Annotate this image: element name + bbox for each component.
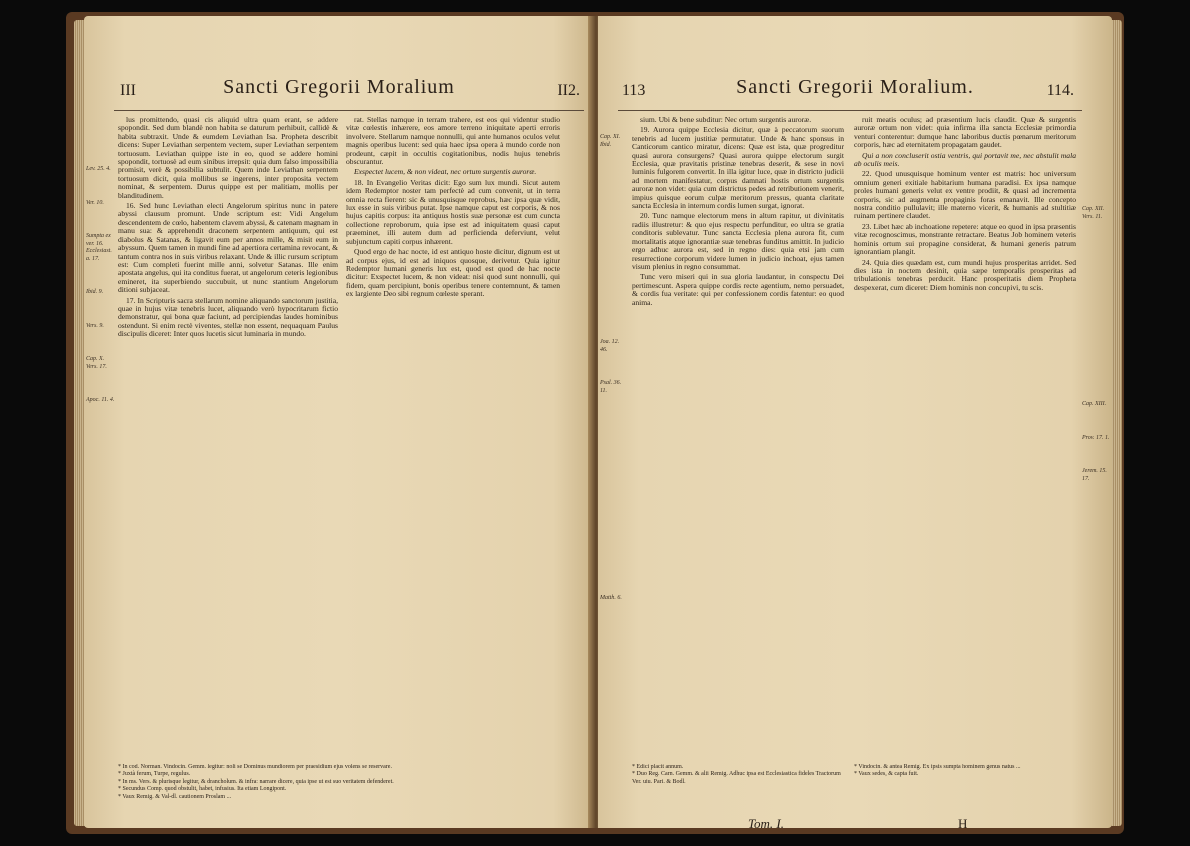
margin-note: Cap. X. Vers. 17. (86, 356, 107, 370)
paragraph: Tunc vero miseri qui in sua gloria laudantur, in conspectu Dei pertimescunt. Aspera quippe cordis recte agentium, nemo persuadet, & cordis fua veritate: qui per confessionem cordis fatentur: eo quod anima. (632, 272, 844, 307)
paragraph: lus promittendo, quasi cis aliquid ultra quam erant, se addere spopondit. Sed dum blandè non habita se daturum perhibuit, callidè & habita subtraxit. Unde & eumdem Leviathan Isa. Propheta describit dicens: Super Leviathan serpentem vectem, super Leviathan serpentem tortuosum. Leviathan quippe iste in eo, quod se addere homini spopondit, tortuosè ad eum sinibus irrepsit: quia dum falso impossibilia promisit, verè & possibilia subtulit. Quem inde Leviathan serpentem tortuosum dicit, quia mollibus se ingerens, inter proposita vectem nominat, & serpentem. Durus quippe est per malitiam, mollis per blanditudinem. (118, 116, 338, 200)
margin-note: Sumpta ex ver. 16. Ecclesiast. a. 17. (86, 233, 112, 262)
margin-note: Lev. 25. 4. (86, 166, 111, 172)
margin-note: Cap. XII. Vers. 11. (1082, 206, 1105, 220)
right-page (598, 16, 1112, 828)
footnote: * Juxtà ferum, Turpe, regulus. (118, 771, 191, 778)
right-footnotes-left (632, 764, 842, 814)
left-page (84, 16, 594, 828)
footnote: * Edici placit annum. (632, 764, 684, 770)
paragraph: ruit meatis oculus; ad præsentium lucis claudit. Quæ & surgentis auroræ ortum non videt: quia infirma illa sancta Ecclesiæ primordia venturi conterentur: dumque hanc laboribus ductis pœnarum meritorum corporis, hæc ad eternitatem propagatam gaudet. (854, 116, 1076, 150)
footnote: * Vaux Remig. & Val-dl. cautionem Proslam ... (118, 793, 232, 800)
margin-note: Prov. 17. 1. (1082, 434, 1110, 441)
right-margin-notes-left (600, 134, 626, 629)
margin-note: Jerem. 15. 17. (1082, 468, 1107, 482)
left-header-rule (114, 110, 584, 111)
margin-note: Cap. XI. Ibid. (600, 134, 621, 148)
paragraph: 18. In Evangelio Veritas dicit: Ego sum lux mundi. Sicut autem idem Redemptor noster tam perfectè ad cum convenit, ut in terra omnia recta fierent: sic & unusquisque reprobus, hæc ipsa quæ vidit, lux esse in suis viribus putat. Ipse namque caput est corporis, & nos hujus capitis corpus: ita antiquus hostis suæ personæ est cum cuncta collectione reproborum, quia ipse est ad iniquitatem quasi caput præeminet, illi autem dum ad perficienda deferviunt, velut subjunctum capiti corpus inhærent. (346, 177, 560, 246)
right-footnotes-right (854, 764, 1076, 814)
gathering-signature: H (958, 816, 968, 828)
left-running-title: Sancti Gregorii Moralium (223, 76, 455, 98)
margin-note: Ibid. 9. (86, 289, 104, 295)
scripture-quote: Exspectet lucem, & non videat, nec ortum surgentis auroræ. (354, 167, 537, 177)
paragraph: 17. In Scripturis sacra stellarum nomine aliquando sanctorum justitia, quae in hujus vitæ tenebris lucet, aliquando verò hypocritarum fictio demonstratur, qui bona quæ faciunt, ad percipiendas laudes hominibus ostendunt. Si enim rectè viventes, stellæ non essent, nequaquam Paulus discipulis diceret: Inter quos lucetis sicut luminaria in mundo. (118, 295, 338, 339)
left-footnotes (118, 764, 558, 814)
left-column-1 (118, 116, 338, 756)
paragraph: Quod ergo de hac nocte, id est antiquo hoste dicitur, dignum est ut ad corpus ejus, id est ad iniquos quosque, derivetur. Quia igitur Redemptor humani generis lux est, quod est quod de hac nocte dicitur: Exspectet lucem, & non videat: nisi quod sunt nonnulli, qui fidem, quam percipiunt, bonis operibus tenere contemnunt, & tamen ex largiente Deo sibi regnum cœleste sperant. (346, 247, 560, 299)
footnote: * Vindocin. & antea Remig. Ex ipsis sumpta hominem genus natus ... (854, 764, 1021, 770)
right-margin-notes-right (1082, 206, 1110, 509)
margin-note: Psal. 36. 11. (600, 380, 622, 394)
paragraph: rat. Stellas namque in terram trahere, est eos qui videntur studio vitæ cœlestis inhærere, eos amore terreno iniquitate aperti erroris involvere. Stellarum namque nonnulli, qui ante humanos oculos velut magnis operibus lucent: sed quia haec ipsa opera à mundo corde non prodeunt, cæpit in occultis cogitationibus, nodis hujus tenebris obscurantur. (346, 116, 560, 167)
left-column-2 (346, 116, 560, 756)
paragraph: 20. Tunc namque electorum mens in altum rapitur, ut divinitatis radiis illustretur: & quo ejus respectu perfunditur, eo ultra se gratia conditoris sublevatur. Tunc sancta Ecclesia plena aurora fit, cum mortalitatis atque ignorantiæ suæ tenebras funditus amittit. In judicio ergo adhuc aurora est, sed in regno dies: quia etsi jam cum resurrectione corporum videre lumen in judicio inchoat, ejus tamen visum plenius in regno consummat. (632, 211, 844, 271)
left-page-number-b: II2. (557, 82, 580, 99)
right-running-title: Sancti Gregorii Moralium. (736, 76, 974, 98)
scripture-quote: Qui a non concluserit ostia ventris, qui portavit me, nec abstulit mala ab oculis meis. (854, 150, 1076, 169)
margin-note: Matth. 6. (600, 595, 622, 601)
footnote: * Secundus Comp. quod obstulit, habet, infusius. Ita etiam Longipont. (118, 786, 287, 793)
paragraph: 19. Aurora quippe Ecclesia dicitur, quæ à peccatorum suorum tenebris ad lucem justitiæ permutatur. Unde & hanc sponsus in Canticorum cantico miratur, dicens: Quæ est ista, quæ progreditur quasi aurora consurgens? Quasi aurora quippe electorum surgit Ecclesia, quæ pravitatis pristinæ tenebras deserit, & sese in novi luminis fulgorem convertit. In illa igitur luce, quæ in districto judicii ad mortem manifestatur, corpus damnati hostis ortum surgentis auroræ non videt: quia cum districtus pedes ad retributionem venerit, impius quisque eorum culpæ meritorum pressus, quanta claritate sancta Ecclesia in internum cordis lumen surgat, ignorat. (632, 125, 844, 211)
footnote: * Vaux sedes, & capta fuit. (854, 771, 919, 778)
footnote: * In ms. Vers. & plurisque legitur, & drancholum. & infra: narrare dicere, quia ipse ut est suo veritatem defenderet. (118, 778, 394, 785)
paragraph: 24. Quia dies quædam est, cum mundi hujus prosperitas arridet. Sed dies ista in noctem desinit, quia sæpe temporalis prosperitas ad tribulationis tenebras perducit. Hanc prosperitatis diem Propheta despexerat, cum diceret: Diem hominis non concupivi, tu scis. (854, 257, 1076, 292)
paragraph: 16. Sed hunc Leviathan electi Angelorum spiritus nunc in patere abyssi clausum promunt. Unde scriptum est: Vidi Angelum descendentem de cœlo, habentem clavem abyssi, & catenam magnam in manu sua: & apprehendit draconem serpentem antiquum, qui est diabolus & Satanas, & ligavit eum per annos mille, & misit eum in abyssum. Quem tamen in mundi fine ad apertiora certamina revocant, & tantum contra nos in suis viribus relaxant. Unde & illic rursum scriptum est: Cum completi fuerint mille anni, solvetur Satanas. Ille enim apostata angelus, qui ita conditus fuerat, ut angelorum ceteris legionibus emineret, ita superbiendo succubuit, ut nunc stantium Angelorum ditioni subjaceat. (118, 201, 338, 295)
left-page-number-a: III (120, 82, 136, 99)
margin-note: Ver. 10. (86, 199, 104, 206)
footnote: * Duo Reg. Carn. Gemm. & alii Remig. Adhuc ipsa est Ecclesiastica fideles Tractorum Ver. uiu. Pari. & Bodl. (632, 771, 841, 785)
right-column-1 (632, 116, 844, 756)
right-column-2 (854, 116, 1076, 756)
left-header (84, 76, 594, 106)
paragraph: sium. Ubi & bene subditur: Nec ortum surgentis auroræ. (640, 116, 812, 124)
right-page-number-a: 113 (622, 82, 646, 99)
margin-note: Joa. 12. 46. (600, 339, 620, 353)
footnote: * In cod. Norman. Vindocin. Gemm. legitur: noli se Dominus mundiorem per praesidium ejus volens se reservare. (118, 764, 392, 770)
margin-note: Apoc. 11. 4. (86, 397, 115, 403)
volume-signature: Tom. I. (748, 816, 785, 828)
left-margin-notes (86, 166, 116, 431)
paragraph: 23. Libet hæc ab inchoatione repetere: atque eo quod in ipsa præsentis vitæ recognoscimus, monstrante retractare. Beatus Job hominem veteris hominis ortum sui propagine considerat, & humani generis patrum ignorantiam plangit. (854, 221, 1076, 257)
paragraph: 22. Quod unusquisque hominum venter est matris: hoc universum omnium generi exitiale habitarium humana paradisi. Ex ipsa namque proles humani generis velut ex ventre prodiit, & quasi ad incrementa corporis, sic ad augmenta propaginis foras emanavit. Ille concepto nostra conditio pullulavit; ille materno vicerit, & humanis ad stultitiæ ruinam pertinere claudet. (854, 169, 1076, 221)
margin-note: Cap. XIII. (1082, 401, 1107, 407)
right-header (598, 76, 1112, 106)
margin-note: Vers. 9. (86, 322, 104, 329)
right-header-rule (618, 110, 1082, 111)
right-page-number-b: 114. (1046, 82, 1074, 99)
